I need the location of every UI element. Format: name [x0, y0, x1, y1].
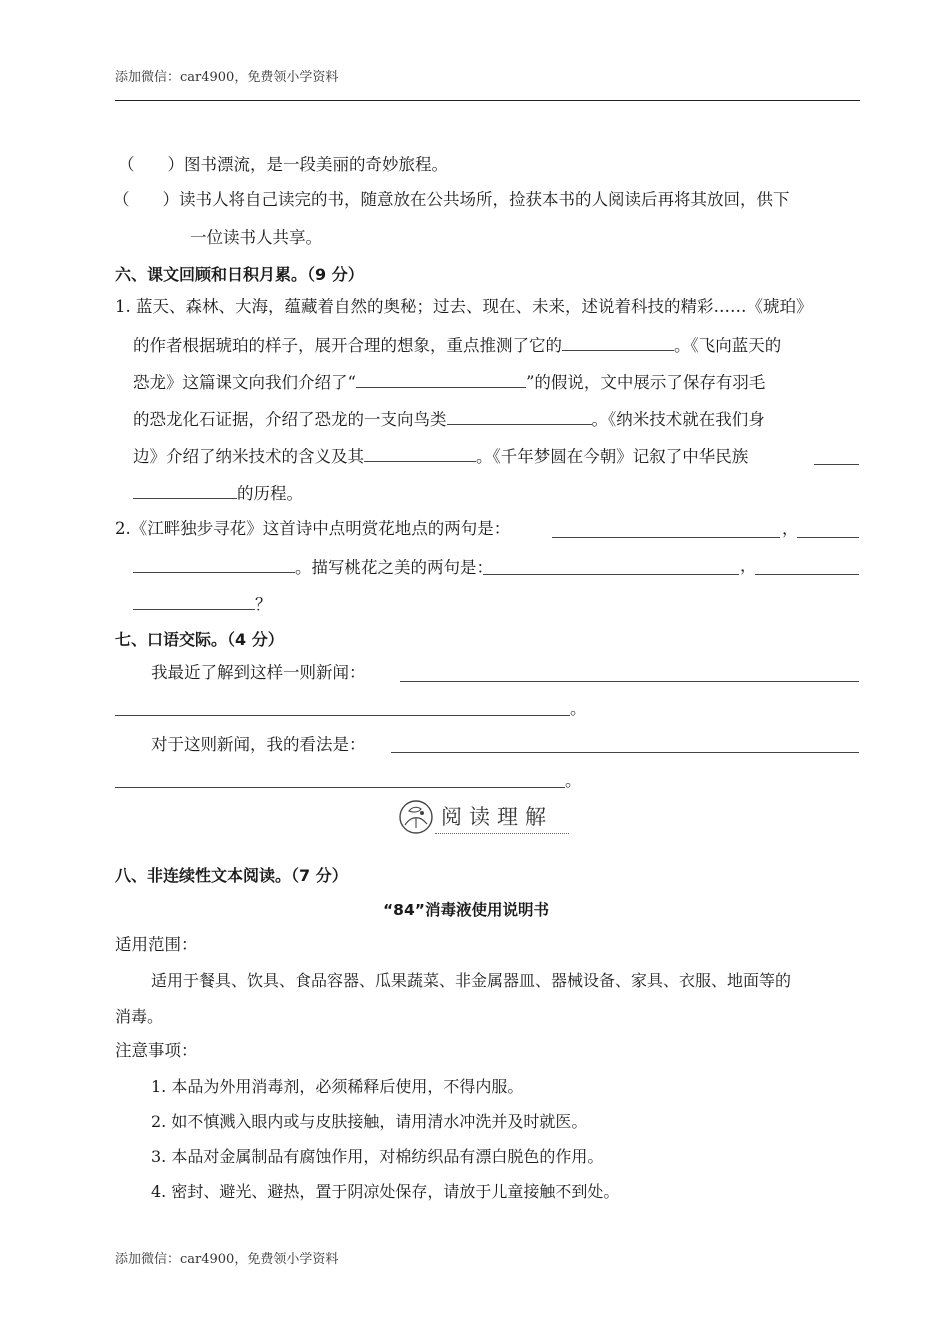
q2-comma: ，: [740, 556, 757, 575]
q1-line-4: [133, 407, 765, 431]
answer-blank[interactable]: [447, 407, 592, 425]
answer-blank[interactable]: [133, 555, 295, 573]
q2-comma: ，: [782, 519, 799, 538]
answer-blank[interactable]: [797, 536, 859, 538]
scope-line-1: 适用于餐具、饮具、食品容器、瓜果蔬菜、非金属器皿、器械设备、家具、衣服、地面等的: [151, 971, 792, 990]
page-header-text: 添加微信：car4900，免费领小学资料: [115, 70, 339, 85]
answer-paren[interactable]: （ ）: [118, 155, 184, 174]
q1-line-2-text: 的作者根据琥珀的样子，展开合理的想象，重点推测了它的: [133, 336, 562, 355]
answer-blank[interactable]: [400, 680, 859, 682]
q1-line-6: [133, 481, 303, 505]
q1-line-3-text: ”的假说，文中展示了保存有羽毛: [525, 373, 766, 392]
q1-line-2: [133, 333, 781, 357]
q1-line-4-text: 。《纳米技术就在我们身: [591, 410, 765, 429]
answer-blank[interactable]: [115, 714, 570, 716]
q1-line-5-text: 边》介绍了纳米技术的含义及其: [133, 447, 364, 466]
answer-blank[interactable]: [391, 751, 859, 753]
section-7-title: 七、口语交际。（4 分）: [115, 630, 284, 649]
answer-blank[interactable]: [364, 444, 476, 462]
judge-item-2-text: 读书人将自己读完的书，随意放在公共场所，捡获本书的人阅读后再将其放回，供下: [179, 190, 790, 209]
answer-blank[interactable]: [483, 573, 739, 575]
note-item: 1. 本品为外用消毒剂，必须稀释后使用，不得内服。: [151, 1077, 524, 1096]
answer-blank[interactable]: [755, 573, 859, 575]
s7-period: 。: [565, 771, 582, 790]
banner-title: 阅读理解: [441, 805, 553, 829]
header-divider: [115, 100, 860, 101]
q1-line-5: [133, 444, 748, 468]
q2-line-1: [115, 518, 510, 540]
q1-line-6-text: 的历程。: [237, 484, 303, 503]
section-6-title: 六、课文回顾和日积月累。（9 分）: [115, 265, 364, 284]
q2-line-1-text: 2.《江畔独步寻花》这首诗中点明赏花地点的两句是：: [115, 519, 511, 538]
q1-line-3-text: 恐龙》这篇课文向我们介绍了“: [133, 373, 356, 392]
q2-line-3-text: ？: [255, 595, 272, 614]
answer-blank[interactable]: [133, 481, 237, 499]
doc-title: “84”消毒液使用说明书: [383, 901, 549, 919]
judge-item-2-cont: 一位读书人共享。: [190, 228, 322, 247]
answer-blank[interactable]: [115, 786, 565, 788]
note-item: 2. 如不慎溅入眼内或与皮肤接触，请用清水冲洗并及时就医。: [151, 1112, 588, 1131]
book-flower-icon: [397, 797, 435, 837]
judge-item-1: [118, 154, 448, 176]
scope-line-2: 消毒。: [115, 1007, 164, 1026]
notes-label: 注意事项：: [115, 1041, 198, 1060]
judge-item-1-text: 图书漂流，是一段美丽的奇妙旅程。: [184, 155, 448, 174]
section-8-title: 八、非连续性文本阅读。（7 分）: [115, 866, 348, 885]
q1-line-3: [133, 370, 765, 394]
s7-line-2: 对于这则新闻，我的看法是：: [151, 735, 366, 754]
answer-blank[interactable]: [562, 333, 674, 351]
q1-line-2-text: 。《飞向蓝天的: [674, 336, 782, 355]
note-item: 4. 密封、避光、避热，置于阴凉处保存，请放于儿童接触不到处。: [151, 1182, 620, 1201]
q2-line-2-text: 。描写桃花之美的两句是：: [295, 558, 493, 577]
note-item: 3. 本品对金属制品有腐蚀作用，对棉纺织品有漂白脱色的作用。: [151, 1147, 604, 1166]
answer-blank[interactable]: [133, 592, 255, 610]
s7-line-1: 我最近了解到这样一则新闻：: [151, 663, 366, 682]
page-footer-text: 添加微信：car4900，免费领小学资料: [115, 1252, 339, 1267]
reading-banner: [397, 795, 577, 841]
answer-blank[interactable]: [552, 536, 780, 538]
q2-line-3: [133, 592, 272, 616]
scope-label: 适用范围：: [115, 935, 198, 954]
answer-blank[interactable]: [814, 463, 859, 465]
q1-line-4-text: 的恐龙化石证据，介绍了恐龙的一支向鸟类: [133, 410, 447, 429]
banner-underline: [435, 833, 569, 834]
answer-paren[interactable]: （ ）: [113, 190, 179, 209]
s7-period: 。: [570, 699, 587, 718]
q2-line-2: [133, 555, 493, 579]
answer-blank[interactable]: [356, 370, 526, 388]
q1-line-5-text: 。《千年梦圆在今朝》记叙了中华民族: [476, 447, 749, 466]
judge-item-2: [113, 189, 790, 211]
q1-line-1: 1. 蓝天、森林、大海，蕴藏着自然的奥秘；过去、现在、未来，述说着科技的精彩……《琥珀》: [115, 297, 813, 316]
